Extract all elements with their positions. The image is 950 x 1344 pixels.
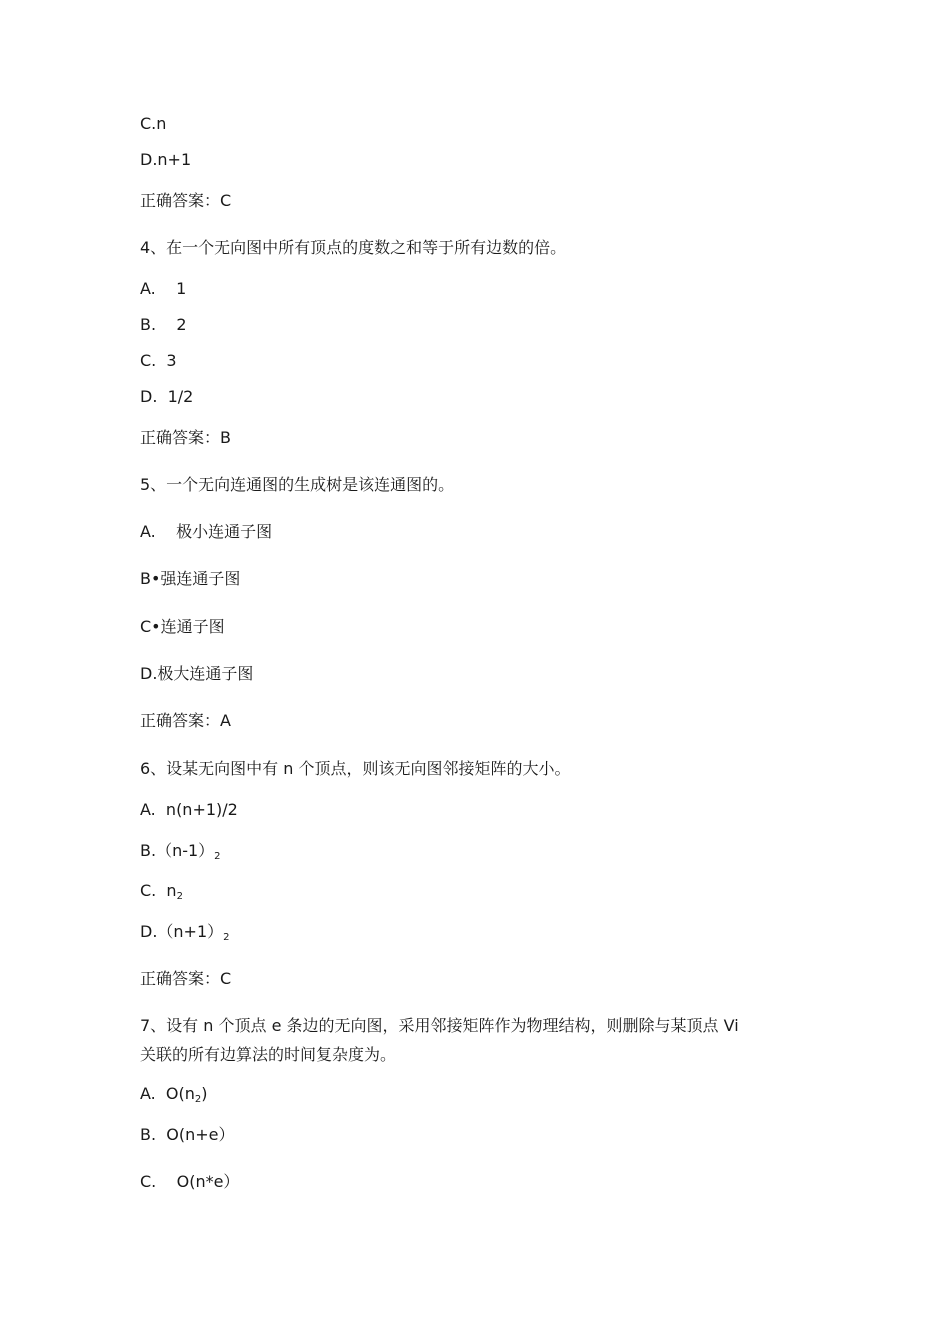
q3-answer: 正确答案：C xyxy=(140,191,232,210)
q7-option-a-text: A. O(n xyxy=(140,1084,195,1103)
q4-option-c: C. 3 xyxy=(140,351,177,370)
q5-option-a: A. 极小连通子图 xyxy=(140,522,273,541)
q6-option-d-text: D.（n+1） xyxy=(140,922,224,941)
q7-option-a-close: ) xyxy=(201,1084,208,1103)
q6-stem: 6、设某无向图中有 n 个顶点，则该无向图邻接矩阵的大小。 xyxy=(140,759,571,778)
q6-option-d-exponent: 2 xyxy=(223,932,230,943)
q6-option-a: A. n(n+1)/2 xyxy=(140,800,238,819)
q7-option-c: C. O(n*e） xyxy=(140,1172,240,1191)
q4-option-b: B. 2 xyxy=(140,315,187,334)
q6-option-b-text: B.（n-1） xyxy=(140,841,215,860)
q5-answer: 正确答案：A xyxy=(140,711,231,730)
q6-option-b xyxy=(140,841,221,867)
q7-stem-line1: 7、设有 n 个顶点 e 条边的无向图，采用邻接矩阵作为物理结构，则删除与某顶点 Vi xyxy=(140,1016,739,1035)
q4-answer: 正确答案：B xyxy=(140,428,231,447)
q4-stem: 4、在一个无向图中所有顶点的度数之和等于所有边数的倍。 xyxy=(140,238,567,257)
q3-option-c: C.n xyxy=(140,114,167,133)
q7-option-a-exponent: 2 xyxy=(194,1094,202,1105)
q5-stem: 5、一个无向连通图的生成树是该连通图的。 xyxy=(140,475,455,494)
q6-option-c-exponent: 2 xyxy=(176,891,183,902)
q4-option-a: A. 1 xyxy=(140,279,187,298)
q7-stem-line2: 关联的所有边算法的时间复杂度为。 xyxy=(140,1045,397,1064)
q5-option-b: B•强连通子图 xyxy=(140,569,241,588)
q7-option-b: B. O(n+e） xyxy=(140,1125,235,1144)
q6-answer: 正确答案：C xyxy=(140,969,232,988)
q3-option-d: D.n+1 xyxy=(140,150,192,169)
q6-option-b-exponent: 2 xyxy=(214,851,221,862)
q7-option-a xyxy=(140,1084,208,1110)
q6-option-c xyxy=(140,881,183,907)
q5-option-d: D.极大连通子图 xyxy=(140,664,254,683)
q6-option-d xyxy=(140,922,230,948)
q4-option-d: D. 1/2 xyxy=(140,387,194,406)
q6-option-c-text: C. n xyxy=(140,881,177,900)
q5-option-c: C•连通子图 xyxy=(140,617,225,636)
